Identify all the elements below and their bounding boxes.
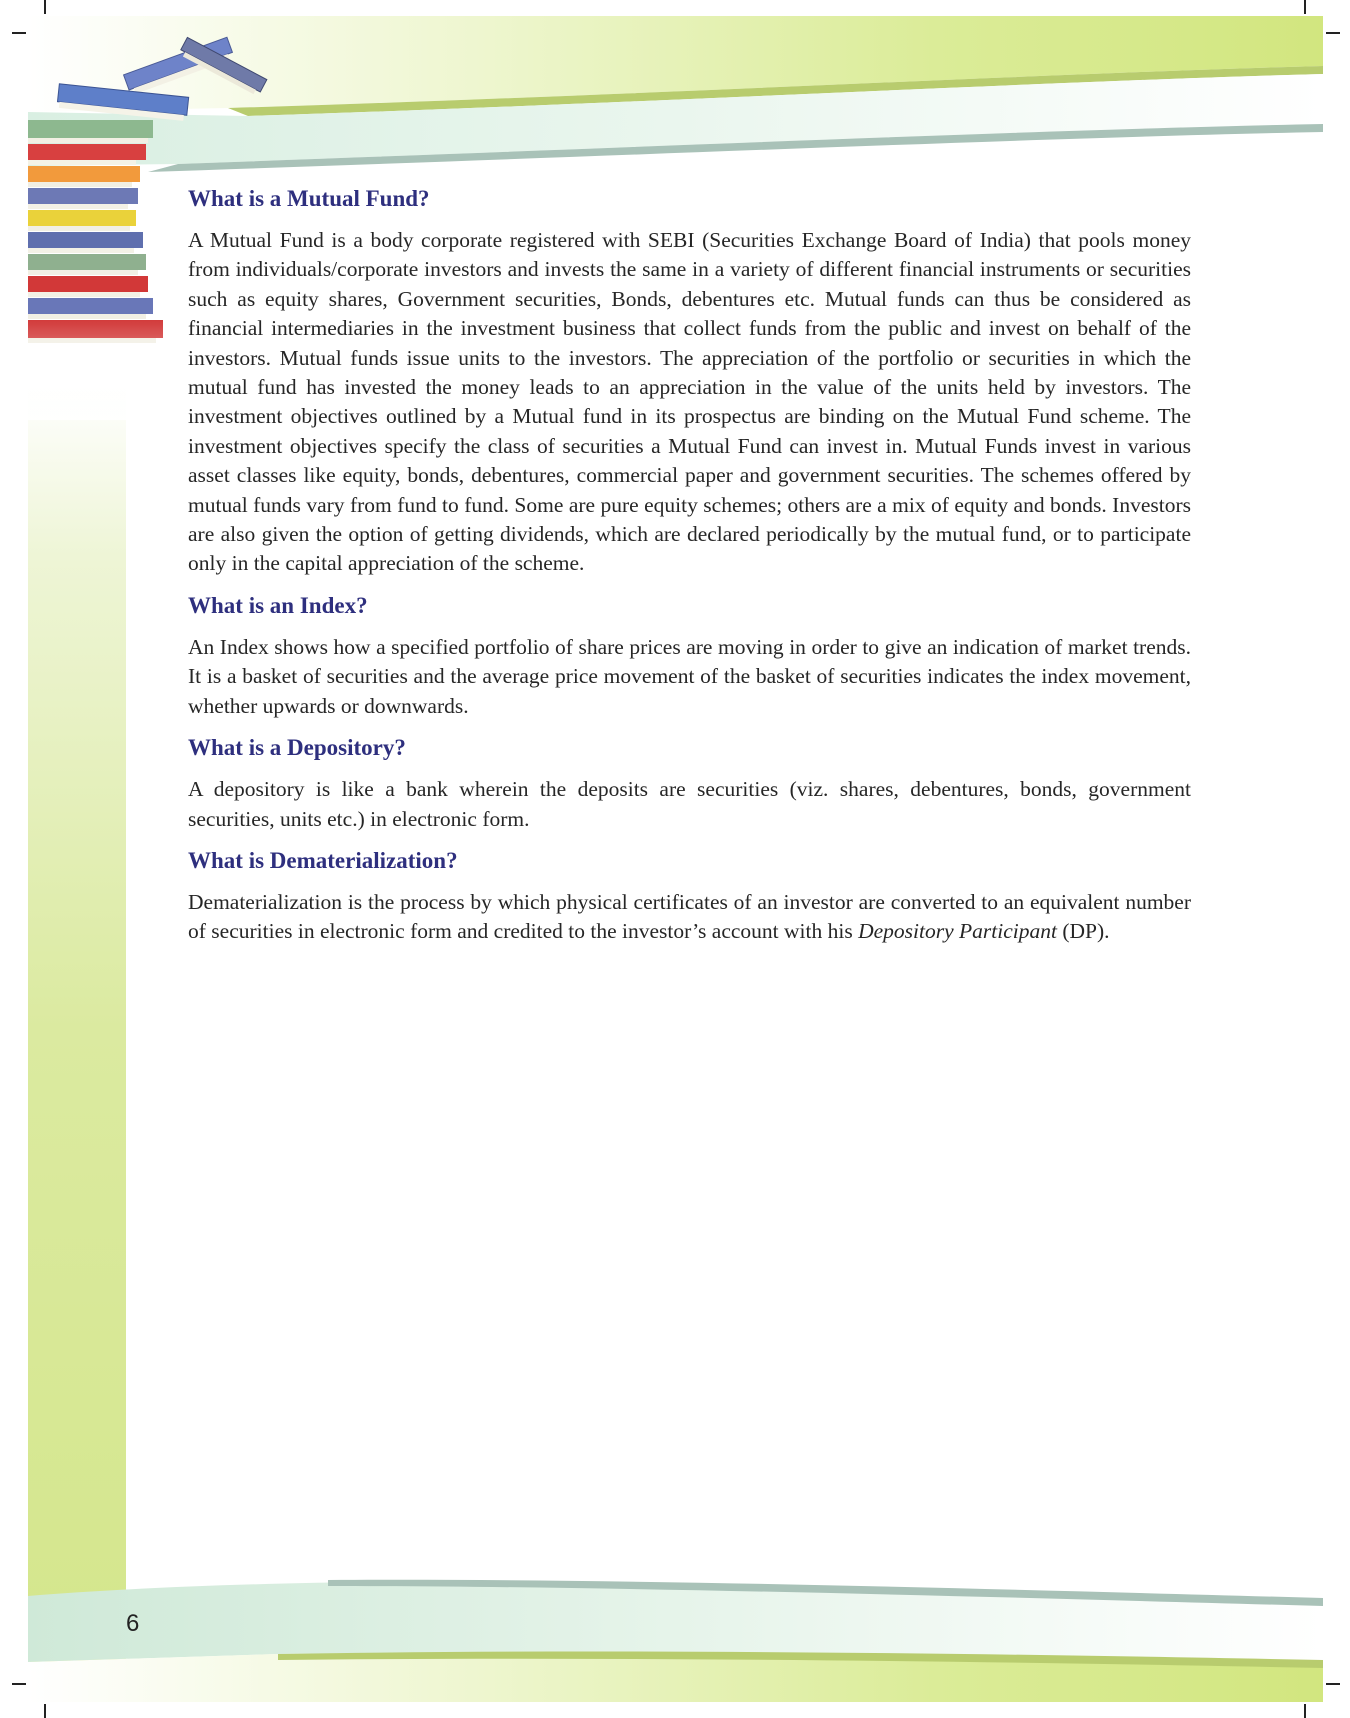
crop-mark-top-left-v xyxy=(44,0,46,14)
crop-mark-bottom-left-v xyxy=(44,1704,46,1718)
section-body: An Index shows how a specified portfolio of share prices are moving in order to give an indication of market trends. It is a basket of securities and the average price movement of the basket of securities indicates the index movement, whether upwards or downwards. xyxy=(188,634,1191,718)
page-number: 6 xyxy=(126,1610,140,1637)
section-index xyxy=(188,591,1191,721)
body-text-end: (DP). xyxy=(1056,919,1110,944)
section-body: A depository is like a bank wherein the deposits are securities (viz. shares, debentures, bonds, government securities, units etc.) in electronic form. xyxy=(188,777,1191,831)
crop-mark-bottom-left-h xyxy=(12,1683,26,1685)
crop-mark-bottom-right-h xyxy=(1326,1683,1340,1685)
body-text-italic: Depository Participant xyxy=(858,919,1057,944)
section-dematerialization xyxy=(188,846,1191,947)
section-mutual-fund xyxy=(188,184,1191,579)
section-depository xyxy=(188,733,1191,834)
section-heading: What is Dematerialization? xyxy=(188,847,458,873)
crop-mark-top-right-h xyxy=(1326,32,1340,34)
section-body xyxy=(188,888,1191,947)
section-heading: What is an Index? xyxy=(188,592,368,618)
section-heading: What is a Mutual Fund? xyxy=(188,186,430,211)
crop-mark-top-right-v xyxy=(1304,0,1306,14)
section-heading: What is a Depository? xyxy=(188,735,406,761)
bottom-banner xyxy=(28,1556,1323,1702)
crop-mark-bottom-right-v xyxy=(1304,1704,1306,1718)
main-content xyxy=(188,184,1191,959)
crop-mark-top-left-h xyxy=(12,32,26,34)
section-body: A Mutual Fund is a body corporate registered with SEBI (Securities Exchange Board of India) that pools money from individuals/corporate investors and invests the same in a variety of different financial instruments or securities such as equity shares, Government securities, Bonds, debentures etc. Mutual funds can thus be considered as financial intermediaries in the investment business that collect funds from the public and invest on behalf of the investors. Mutual funds issue units to the investors. The appreciation of the portfolio or securities in which the mutual fund has invested the money leads to an appreciation in the value of the units held by investors. The investment objectives outlined by a Mutual fund in its prospectus are binding on the Mutual Fund scheme. The investment objectives specify the class of securities a Mutual Fund can invest in. Mutual Funds invest in various asset classes like equity, bonds, debentures, commercial paper and government securities. The schemes offered by mutual funds vary from fund to fund. Some are pure equity schemes; others are a mix of equity and bonds. Investors are also given the option of getting dividends, which are declared periodically by the mutual fund, or to participate only in the capital appreciation of the scheme. xyxy=(188,228,1191,576)
body-text-start: Dematerialization is the process by which physical certificates of an investor are converted to an equivalent number of securities in electronic form and credited to the investor’s account with his xyxy=(188,889,1191,944)
